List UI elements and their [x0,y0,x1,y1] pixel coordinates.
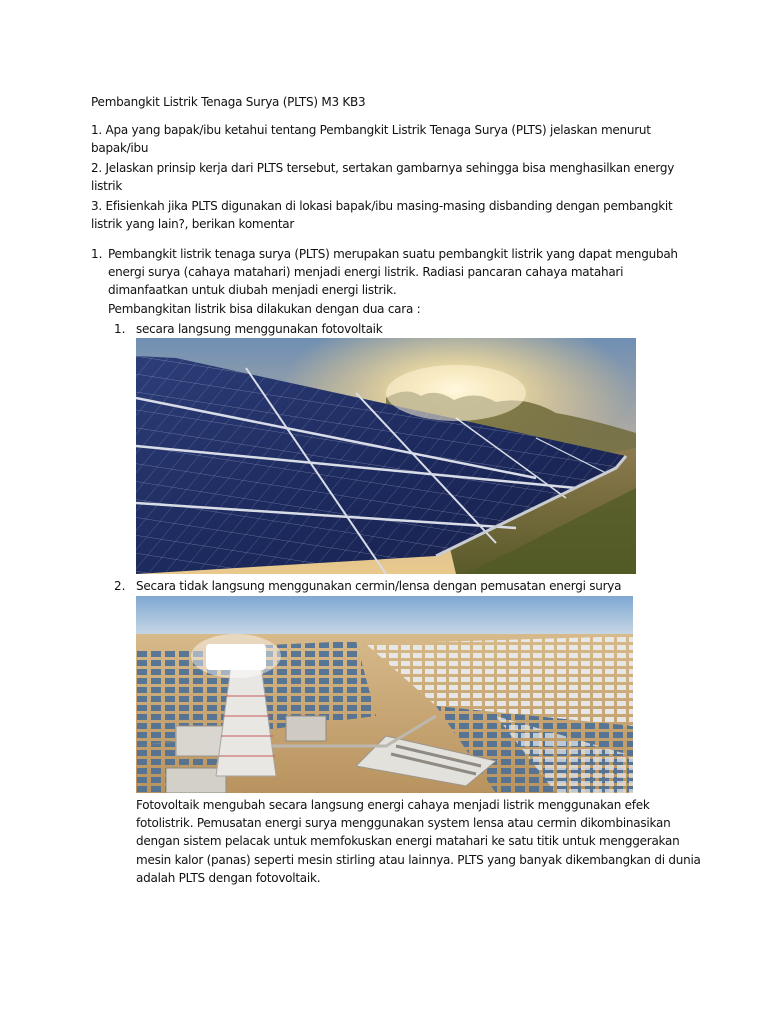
closing-line-2: fotolistrik. Pemusatan energi surya menggunakan system lensa atau cermin dikombinasikan [136,816,671,830]
question-3-line-1: 3. Efisienkah jika PLTS digunakan di lokasi bapak/ibu masing-masing disbanding dengan pembangkit [91,199,673,213]
answer-number: 1. [91,247,103,261]
question-1-line-2: bapak/ibu [91,141,149,155]
closing-line-3: dengan sistem pelacak untuk memfokuskan energi matahari ke satu titik untuk menggerakan [136,834,680,848]
closing-line-4: mesin kalor (panas) seperti mesin stirling atau lainnya. PLTS yang banyak dikembangkan di dunia [136,853,701,867]
method-1-number: 1. [114,322,126,336]
document-title: Pembangkit Listrik Tenaga Surya (PLTS) M3 KB3 [91,95,366,109]
question-2-line-1: 2. Jelaskan prinsip kerja dari PLTS tersebut, sertakan gambarnya sehingga bisa menghasilkan energy [91,161,675,175]
solar-panel-array-photo [136,338,636,574]
answer-line-4: Pembangkitan listrik bisa dilakukan dengan dua cara : [108,302,421,316]
question-1-line-1: 1. Apa yang bapak/ibu ketahui tentang Pembangkit Listrik Tenaga Surya (PLTS) jelaskan menurut [91,123,651,137]
closing-line-1: Fotovoltaik mengubah secara langsung energi cahaya menjadi listrik menggunakan efek [136,798,650,812]
question-3-line-2: listrik yang lain?, berikan komentar [91,217,295,231]
answer-line-1: Pembangkit listrik tenaga surya (PLTS) merupakan suatu pembangkit listrik yang dapat mengubah [108,247,678,261]
solar-power-tower-photo [136,596,633,793]
method-1-text: secara langsung menggunakan fotovoltaik [136,322,383,336]
answer-line-3: dimanfaatkan untuk diubah menjadi energi listrik. [108,283,397,297]
method-2-text: Secara tidak langsung menggunakan cermin/lensa dengan pemusatan energi surya [136,579,622,593]
answer-line-2: energi surya (cahaya matahari) menjadi energi listrik. Radiasi pancaran cahaya matahari [108,265,624,279]
question-2-line-2: listrik [91,179,123,193]
closing-line-5: adalah PLTS dengan fotovoltaik. [136,871,321,885]
method-2-number: 2. [114,579,126,593]
